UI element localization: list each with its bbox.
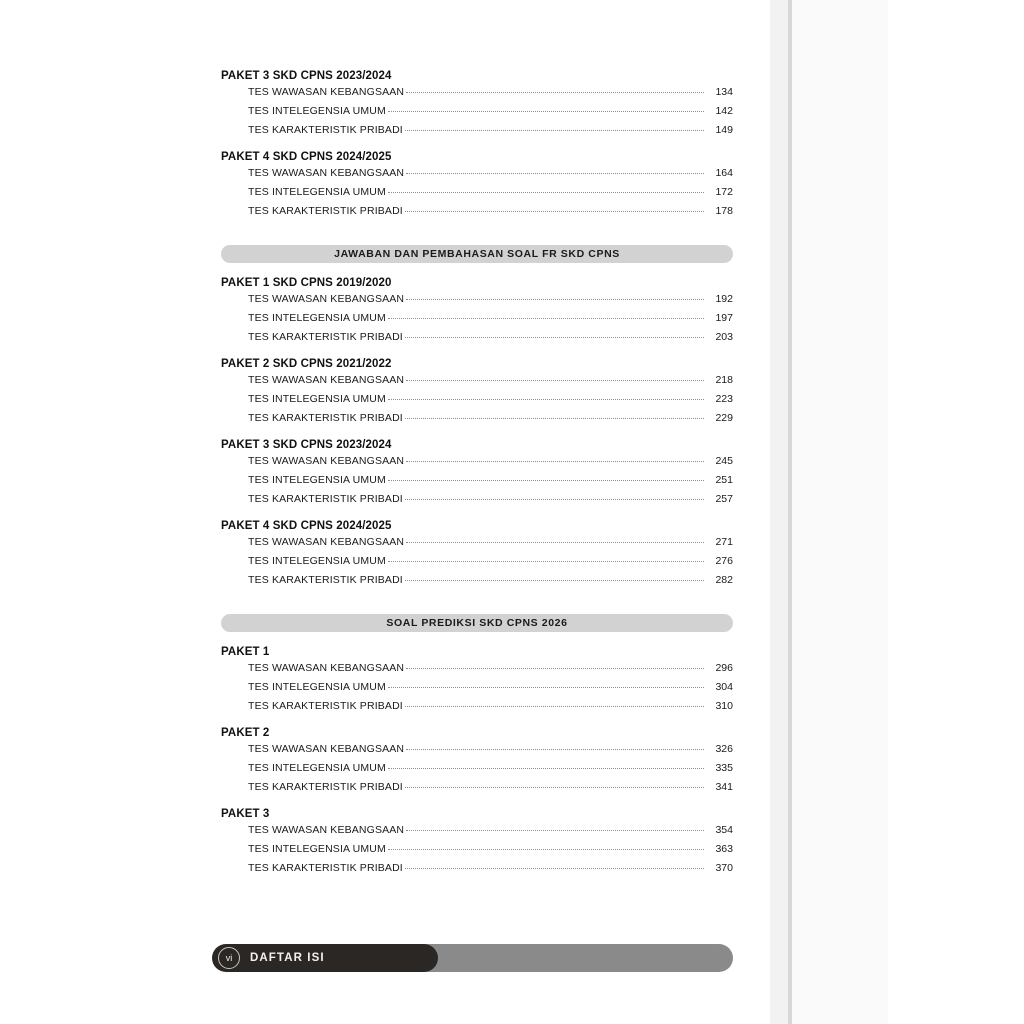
- toc-entry-page-number: 134: [715, 86, 733, 98]
- background-margin: [888, 0, 1024, 1024]
- toc-entry-label: TES WAWASAN KEBANGSAAN: [248, 374, 405, 386]
- toc-leader-dots: [406, 823, 704, 833]
- toc-entry-label: TES WAWASAN KEBANGSAAN: [248, 662, 405, 674]
- page-footer: [212, 944, 733, 972]
- toc-group: [221, 151, 733, 223]
- toc-entry-label: TES INTELEGENSIA UMUM: [248, 474, 386, 486]
- section-banner-label: JAWABAN DAN PEMBAHASAN SOAL FR SKD CPNS: [334, 248, 620, 260]
- toc-entry-page-number: 335: [715, 762, 733, 774]
- toc-entry-label: TES INTELEGENSIA UMUM: [248, 681, 386, 693]
- toc-leader-dots: [388, 842, 704, 852]
- next-page-sliver: [792, 0, 888, 1024]
- toc-entry-label: TES INTELEGENSIA UMUM: [248, 105, 386, 117]
- toc-entry-label: TES KARAKTERISTIK PRIBADI: [248, 493, 403, 505]
- toc-section: [221, 245, 733, 592]
- page-gutter-shadow: [770, 0, 788, 1024]
- toc-entry-page-number: 172: [715, 186, 733, 198]
- footer-label-pill: [212, 944, 438, 972]
- toc-leader-dots: [406, 742, 704, 752]
- toc-entry[interactable]: [221, 680, 733, 699]
- toc-group: [221, 808, 733, 880]
- toc-entry[interactable]: [221, 661, 733, 680]
- toc-leader-dots: [388, 473, 704, 483]
- toc-entry[interactable]: [221, 861, 733, 880]
- section-banner-label: SOAL PREDIKSI SKD CPNS 2026: [386, 617, 568, 629]
- page-number-badge: vi: [218, 947, 240, 969]
- toc-entry-page-number: 354: [715, 824, 733, 836]
- toc-leader-dots: [405, 204, 704, 214]
- toc-entry-label: TES INTELEGENSIA UMUM: [248, 393, 386, 405]
- toc-entry-page-number: 142: [715, 105, 733, 117]
- table-of-contents: [221, 70, 733, 880]
- toc-entry-page-number: 271: [715, 536, 733, 548]
- toc-group: [221, 277, 733, 349]
- toc-leader-dots: [405, 699, 704, 709]
- toc-entry-page-number: 276: [715, 555, 733, 567]
- section-banner: [221, 245, 733, 263]
- toc-entry-page-number: 257: [715, 493, 733, 505]
- toc-leader-dots: [405, 330, 704, 340]
- toc-entry-page-number: 203: [715, 331, 733, 343]
- toc-entry-label: TES INTELEGENSIA UMUM: [248, 762, 386, 774]
- toc-entry-label: TES INTELEGENSIA UMUM: [248, 312, 386, 324]
- toc-entry-label: TES WAWASAN KEBANGSAAN: [248, 743, 405, 755]
- section-banner: [221, 614, 733, 632]
- toc-entry[interactable]: [221, 535, 733, 554]
- toc-leader-dots: [406, 166, 704, 176]
- toc-section: [221, 70, 733, 223]
- toc-entry-label: TES KARAKTERISTIK PRIBADI: [248, 331, 403, 343]
- toc-entry[interactable]: [221, 123, 733, 142]
- toc-group-title: PAKET 3 SKD CPNS 2023/2024: [221, 70, 392, 82]
- toc-entry-page-number: 192: [715, 293, 733, 305]
- toc-entry-label: TES KARAKTERISTIK PRIBADI: [248, 862, 403, 874]
- toc-leader-dots: [406, 454, 704, 464]
- toc-entry-page-number: 229: [715, 412, 733, 424]
- toc-entry-page-number: 363: [715, 843, 733, 855]
- toc-entry-page-number: 326: [715, 743, 733, 755]
- toc-entry[interactable]: [221, 311, 733, 330]
- toc-group-title: PAKET 4 SKD CPNS 2024/2025: [221, 151, 392, 163]
- toc-group: [221, 727, 733, 799]
- toc-group-title: PAKET 2 SKD CPNS 2021/2022: [221, 358, 392, 370]
- toc-entry[interactable]: [221, 373, 733, 392]
- toc-group: [221, 646, 733, 718]
- toc-leader-dots: [406, 292, 704, 302]
- toc-entry[interactable]: [221, 185, 733, 204]
- toc-leader-dots: [405, 573, 704, 583]
- toc-entry-page-number: 223: [715, 393, 733, 405]
- toc-leader-dots: [406, 535, 704, 545]
- toc-entry[interactable]: [221, 780, 733, 799]
- toc-leader-dots: [406, 661, 704, 671]
- toc-entry[interactable]: [221, 761, 733, 780]
- toc-entry[interactable]: [221, 742, 733, 761]
- toc-entry[interactable]: [221, 85, 733, 104]
- toc-entry[interactable]: [221, 204, 733, 223]
- toc-leader-dots: [405, 861, 704, 871]
- footer-title: DAFTAR ISI: [250, 952, 325, 964]
- toc-leader-dots: [388, 392, 704, 402]
- toc-section: [221, 614, 733, 880]
- toc-entry[interactable]: [221, 166, 733, 185]
- toc-entry-page-number: 310: [715, 700, 733, 712]
- toc-entry-label: TES WAWASAN KEBANGSAAN: [248, 86, 405, 98]
- toc-entry[interactable]: [221, 492, 733, 511]
- toc-leader-dots: [388, 761, 704, 771]
- toc-entry-label: TES KARAKTERISTIK PRIBADI: [248, 700, 403, 712]
- toc-entry-page-number: 245: [715, 455, 733, 467]
- toc-entry-page-number: 251: [715, 474, 733, 486]
- toc-leader-dots: [405, 780, 704, 790]
- toc-entry[interactable]: [221, 330, 733, 349]
- toc-entry-page-number: 197: [715, 312, 733, 324]
- toc-entry-label: TES INTELEGENSIA UMUM: [248, 555, 386, 567]
- toc-group-title: PAKET 4 SKD CPNS 2024/2025: [221, 520, 392, 532]
- toc-entry[interactable]: [221, 292, 733, 311]
- toc-entry-page-number: 304: [715, 681, 733, 693]
- toc-group-title: PAKET 1 SKD CPNS 2019/2020: [221, 277, 392, 289]
- toc-group: [221, 439, 733, 511]
- toc-entry[interactable]: [221, 454, 733, 473]
- toc-entry[interactable]: [221, 554, 733, 573]
- toc-leader-dots: [388, 311, 704, 321]
- toc-entry-page-number: 149: [715, 124, 733, 136]
- toc-entry-label: TES WAWASAN KEBANGSAAN: [248, 167, 405, 179]
- toc-entry-label: TES KARAKTERISTIK PRIBADI: [248, 205, 403, 217]
- toc-entry-label: TES WAWASAN KEBANGSAAN: [248, 293, 405, 305]
- toc-entry-page-number: 164: [715, 167, 733, 179]
- toc-entry-page-number: 341: [715, 781, 733, 793]
- toc-group-title: PAKET 3: [221, 808, 270, 820]
- toc-entry[interactable]: [221, 699, 733, 718]
- toc-entry-label: TES KARAKTERISTIK PRIBADI: [248, 781, 403, 793]
- toc-group: [221, 70, 733, 142]
- toc-group-title: PAKET 2: [221, 727, 270, 739]
- toc-entry-page-number: 218: [715, 374, 733, 386]
- toc-entry-label: TES INTELEGENSIA UMUM: [248, 843, 386, 855]
- toc-entry-label: TES WAWASAN KEBANGSAAN: [248, 824, 405, 836]
- toc-leader-dots: [406, 373, 704, 383]
- toc-entry-label: TES WAWASAN KEBANGSAAN: [248, 455, 405, 467]
- toc-entry-label: TES INTELEGENSIA UMUM: [248, 186, 386, 198]
- toc-entry-page-number: 370: [715, 862, 733, 874]
- toc-entry-label: TES KARAKTERISTIK PRIBADI: [248, 574, 403, 586]
- toc-entry[interactable]: [221, 411, 733, 430]
- toc-entry[interactable]: [221, 392, 733, 411]
- toc-entry-page-number: 282: [715, 574, 733, 586]
- toc-entry-page-number: 296: [715, 662, 733, 674]
- toc-group: [221, 520, 733, 592]
- toc-entry[interactable]: [221, 823, 733, 842]
- toc-group-title: PAKET 1: [221, 646, 270, 658]
- toc-leader-dots: [405, 492, 704, 502]
- toc-group-title: PAKET 3 SKD CPNS 2023/2024: [221, 439, 392, 451]
- toc-leader-dots: [388, 554, 704, 564]
- toc-leader-dots: [406, 85, 704, 95]
- toc-leader-dots: [388, 104, 704, 114]
- toc-entry[interactable]: [221, 842, 733, 861]
- footer-bar-decoration: [392, 944, 733, 972]
- toc-entry[interactable]: [221, 573, 733, 592]
- toc-group: [221, 358, 733, 430]
- toc-entry-page-number: 178: [715, 205, 733, 217]
- toc-leader-dots: [405, 123, 704, 133]
- toc-entry-label: TES KARAKTERISTIK PRIBADI: [248, 124, 403, 136]
- toc-entry[interactable]: [221, 104, 733, 123]
- toc-leader-dots: [405, 411, 704, 421]
- toc-leader-dots: [388, 185, 704, 195]
- toc-entry-label: TES WAWASAN KEBANGSAAN: [248, 536, 405, 548]
- toc-leader-dots: [388, 680, 704, 690]
- toc-entry[interactable]: [221, 473, 733, 492]
- toc-entry-label: TES KARAKTERISTIK PRIBADI: [248, 412, 403, 424]
